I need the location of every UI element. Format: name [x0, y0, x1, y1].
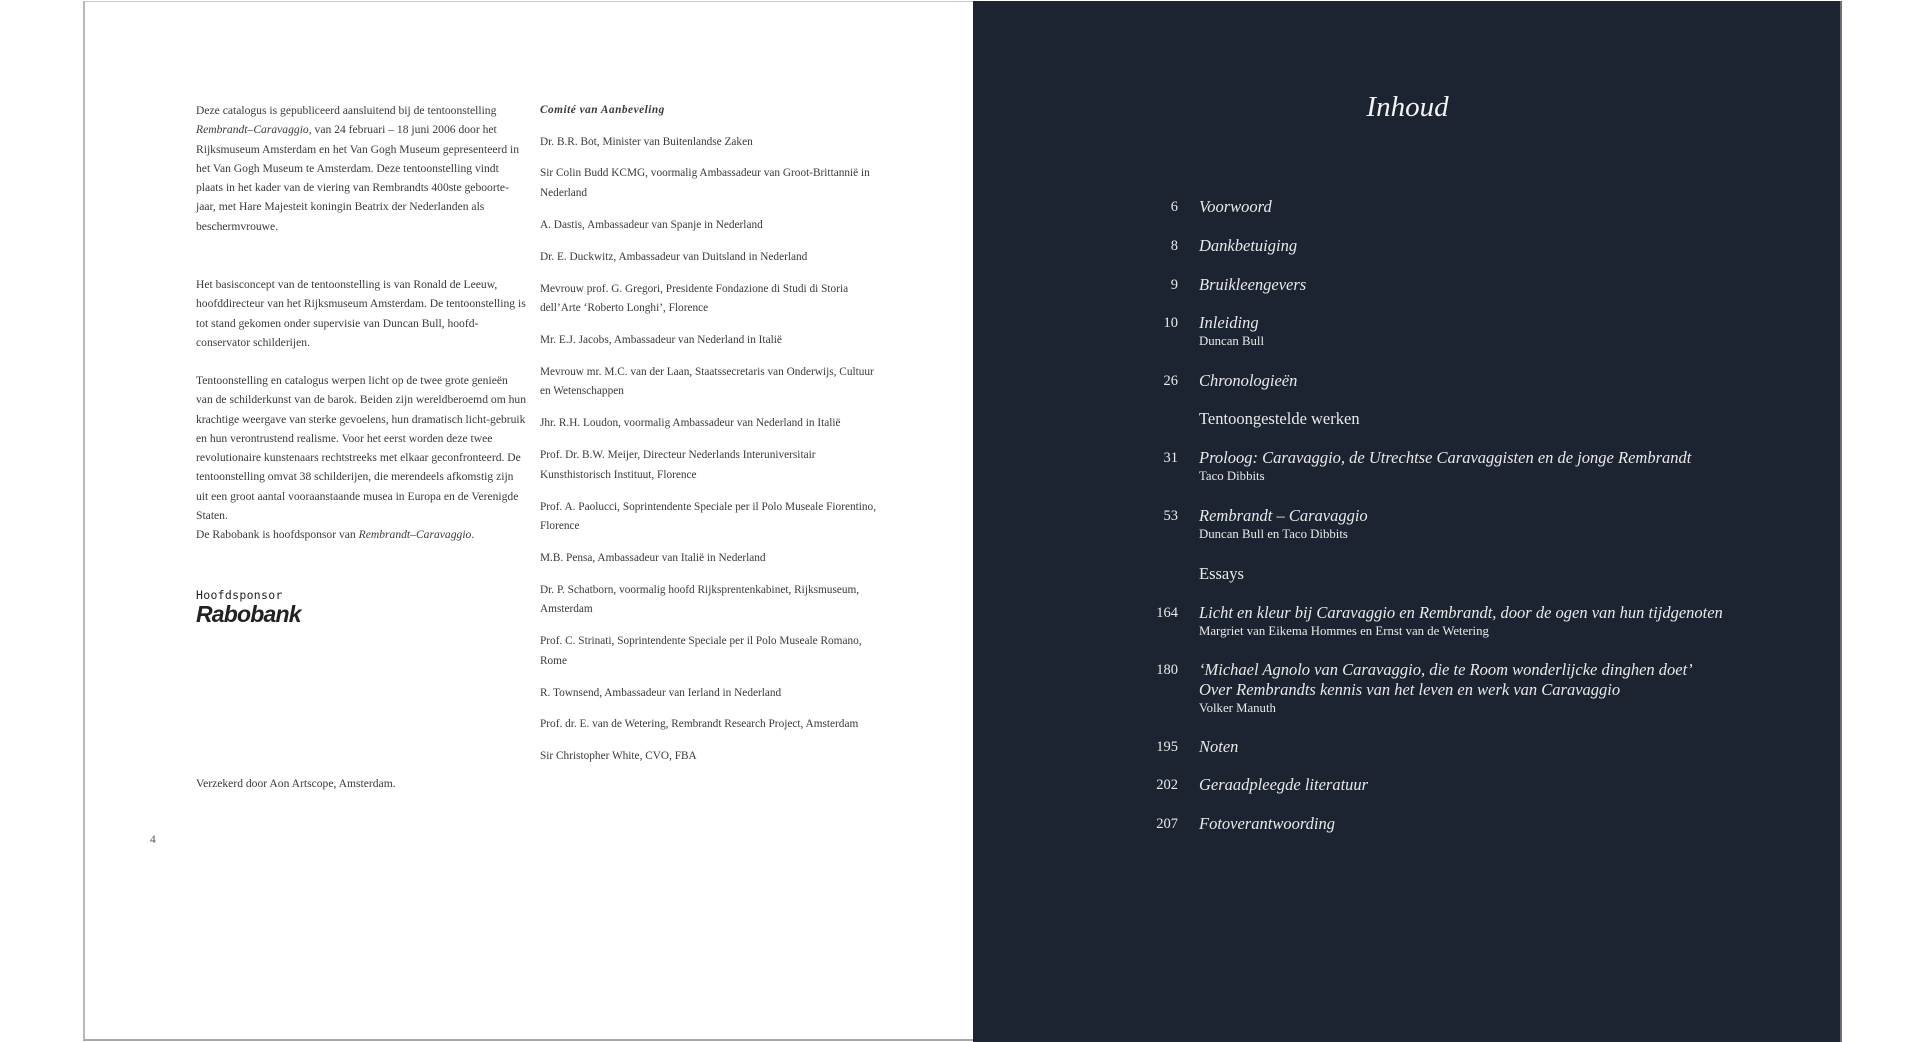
contents-title: Inhoud	[1366, 91, 1449, 123]
committee-member: Mevrouw prof. G. Gregori, Presidente Fondazione di Studi di Storia dell’Arte ‘Roberto Longhi’, Florence	[540, 282, 849, 315]
text: , van 24 februari – 18 juni 2006 door het Rijksmuseum Amsterdam en het Van Gogh Museum gepresenteerd in het Van Gogh Museum te Amsterdam. Deze tentoonstelling vindt plaats in het kader van de viering van Rembrandts 400ste geboorte-jaar, met Hare Majesteit koningin Beatrix der Nederlanden als beschermvrouwe.	[196, 123, 520, 233]
toc-page-number: 202	[1156, 777, 1178, 793]
toc-author: Volker Manuth	[1199, 701, 1276, 715]
committee-member: Prof. A. Paolucci, Soprintendente Speciale per il Polo Museale Fiorentino, Florence	[540, 500, 877, 533]
colophon-paragraph-2: Het basisconcept van de tentoonstelling is van Ronald de Leeuw, hoofddirecteur van het Rijksmuseum Amsterdam. De tentoonstelling is tot stand gekomen onder supervisie van Duncan Bull, hoofd-conservator schilderijen.	[196, 278, 526, 349]
toc-page-number: 164	[1156, 605, 1178, 621]
left-page	[83, 1, 973, 1041]
committee-member: Sir Colin Budd KCMG, voormalig Ambassadeur van Groot-Brittannië in Nederland	[540, 167, 870, 199]
toc-page-number: 26	[1163, 373, 1178, 389]
insurance-note: Verzekerd door Aon Artscope, Amsterdam.	[196, 777, 396, 790]
committee-member: Dr. E. Duckwitz, Ambassadeur van Duitsland in Nederland	[540, 250, 808, 263]
toc-title: Dankbetuiging	[1199, 236, 1298, 255]
committee-member: M.B. Pensa, Ambassadeur van Italië in Nederland	[540, 551, 766, 564]
toc-page-number: 9	[1170, 277, 1178, 293]
colophon-paragraph-1	[196, 101, 526, 236]
section-title: Tentoongestelde werken	[1199, 409, 1360, 428]
rabobank-logo: Rabobank	[196, 601, 301, 627]
toc-title-line-2: Over Rembrandts kennis van het leven en werk van Caravaggio	[1199, 680, 1621, 699]
toc-page-number: 180	[1156, 662, 1178, 678]
toc-page-number: 207	[1156, 816, 1178, 832]
sponsor-block	[196, 588, 301, 626]
toc-title: Proloog: Caravaggio, de Utrechtse Caravaggisten en de jonge Rembrandt	[1199, 448, 1692, 467]
committee-member: Prof. Dr. B.W. Meijer, Directeur Nederlands Interuniversitair Kunsthistorisch Instituut, Florence	[540, 449, 816, 481]
committee-heading: Comité van Aanbeveling	[540, 104, 665, 116]
toc-author: Duncan Bull	[1199, 334, 1265, 348]
toc-title: Bruikleengevers	[1199, 275, 1307, 294]
committee-member: Prof. C. Strinati, Soprintendente Speciale per il Polo Museale Romano, Rome	[540, 635, 862, 667]
committee-column	[540, 101, 885, 779]
toc-title: Voorwoord	[1199, 197, 1272, 216]
toc-title: ‘Michael Agnolo van Caravaggio, die te Room wonderlijcke dinghen doet’	[1199, 660, 1693, 679]
text: De Rabobank is hoofdsponsor van	[196, 528, 359, 542]
exhibition-title: Rembrandt–Caravaggio	[358, 528, 472, 542]
toc-title: Rembrandt – Caravaggio	[1199, 506, 1368, 525]
colophon-column	[196, 101, 527, 542]
toc-title: Noten	[1199, 737, 1239, 756]
toc-author: Margriet van Eikema Hommes en Ernst van de Wetering	[1199, 624, 1489, 638]
text: Deze catalogus is gepubliceerd aansluitend bij de tentoonstelling	[196, 104, 497, 117]
text: .	[471, 528, 475, 542]
toc-page-number: 8	[1170, 238, 1178, 254]
toc-author: Duncan Bull en Taco Dibbits	[1199, 527, 1348, 541]
committee-member: Dr. B.R. Bot, Minister van Buitenlandse Zaken	[540, 135, 753, 148]
toc-page-number: 195	[1156, 739, 1178, 755]
section-title: Essays	[1199, 564, 1244, 583]
page-number: 4	[150, 834, 156, 846]
toc-page-number: 6	[1170, 199, 1178, 215]
toc-title: Chronologieën	[1199, 371, 1298, 390]
committee-member: R. Townsend, Ambassadeur van Ierland in Nederland	[540, 686, 782, 699]
toc-page-number: 53	[1163, 508, 1178, 524]
committee-member: Mr. E.J. Jacobs, Ambassadeur van Nederland in Italië	[540, 333, 782, 346]
exhibition-title: Rembrandt–Caravaggio	[196, 123, 309, 137]
committee-member: Sir Christopher White, CVO, FBA	[540, 750, 697, 763]
toc-title: Geraadpleegde literatuur	[1199, 775, 1369, 794]
toc-title: Inleiding	[1199, 313, 1259, 332]
toc-page-number: 31	[1163, 450, 1178, 466]
committee-member: Jhr. R.H. Loudon, voormalig Ambassadeur van Nederland in Italië	[540, 417, 841, 430]
committee-member: Prof. dr. E. van de Wetering, Rembrandt Research Project, Amsterdam	[540, 718, 859, 731]
right-page	[973, 1, 1842, 1042]
text: Tentoonstelling en catalogus werpen licht op de twee grote genieën van de schilderkunst van de barok. Beiden zijn wereldberoemd om hun krachtige weergave van sterke gevoelens, hun dramatisch licht-gebruik en hun verontrustend realisme. Voor het eerst worden deze twee revolutionaire kunstenaars rechtstreeks met elkaar geconfronteerd. De tentoonstelling omvat 38 schilderijen, die merendeels afkomstig zijn uit een groot aantal vooraanstaande musea in Europa en de Verenigde Staten.	[196, 374, 527, 523]
sponsor-label: Hoofdsponsor	[196, 588, 283, 602]
toc-page-number: 10	[1163, 315, 1178, 331]
toc-title: Licht en kleur bij Caravaggio en Rembrandt, door de ogen van hun tijdgenoten	[1199, 603, 1723, 622]
committee-member: Dr. P. Schatborn, voormalig hoofd Rijksprentenkabinet, Rijksmuseum, Amsterdam	[540, 583, 860, 616]
toc-author: Taco Dibbits	[1199, 469, 1265, 483]
committee-member: A. Dastis, Ambassadeur van Spanje in Nederland	[540, 218, 763, 231]
toc-title: Fotoverantwoording	[1199, 814, 1335, 833]
colophon-paragraph-3	[196, 371, 526, 545]
sponsor-line	[196, 525, 526, 544]
committee-member: Mevrouw mr. M.C. van der Laan, Staatssecretaris van Onderwijs, Cultuur en Wetenschappen	[540, 365, 874, 398]
